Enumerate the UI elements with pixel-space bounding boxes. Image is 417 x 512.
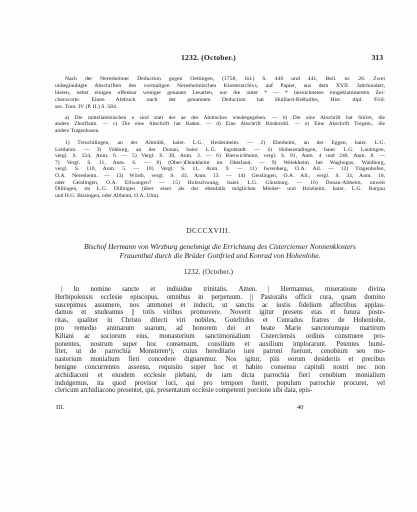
- place-notes: [55, 140, 385, 199]
- source-note-line: sec. Tom. IV (P. II.) S. 584.: [55, 104, 118, 110]
- charter-text-line: indulgemus, ita quod provisor loci, qui pro tempore fuerit, populum parrochie procuret, vel: [55, 379, 385, 387]
- footer-volume: III.: [56, 404, 64, 411]
- place-note-line: oder Geislingen, O.A. Ellwangen? — 15) Holzschwang, baier. L.G. Günzburg. — 16) Donau-Altheim, unweit: [55, 179, 385, 186]
- source-note-line: Nach der Neresheimer Deduction gegen Oettingen, (1758, fol.) S. 440 und 441, Beil. nr. 26. Zwei: [65, 76, 385, 82]
- charter-text-line: Herbipolensis ecclesie episcopus, omnibus in perpetuum. || Pastoralis officii cura, quam domino: [55, 293, 385, 301]
- source-note-line: unbeglaubigte Abschriften des vormaligen Neresheimischen Klosterarchivs, auf Papier, aus dem XVII. Jahrhundert,: [55, 83, 385, 89]
- charter-summary: [55, 242, 385, 260]
- charter-date: 1232. (October.): [183, 268, 234, 276]
- charter-summary-line: Bischof Hermann von Wirzburg genehmigt die Errichtung des Cistercienser Nonnenklosters: [84, 242, 356, 251]
- charter-text-line: benigne concurrentes assensu, requisito super hoc et habito consensu capituli nostri nec non: [55, 363, 385, 371]
- charter-text-line: ritas, qualiter in Christo dilecti viri nobiles, Gotefridus et Cunradus fratres de Hohenlohe,: [55, 317, 385, 325]
- place-note-line: 1) Treuchtlingen, an der Altmühl, baier. L.G. Heidenheim. — 2) Eberheim, an der Eggen, baier. L.G.: [65, 140, 385, 146]
- charter-number: DCCCXVIII.: [186, 227, 231, 235]
- variant-notes: [55, 115, 385, 134]
- charter-text-line: Kiliani ac sociorum eius, monasterium sanctimonialium Cisterciensis ordinis construere pro-: [55, 332, 385, 340]
- place-note-line: und H.G. Bissingen, oder Altheim, O.A. Ulm).: [55, 192, 160, 199]
- charter-text-line: suscepimus assumere, nos ammonet et inducit, ut sanctis ac iustis fidelium affectibus applau-: [55, 301, 385, 309]
- charter-text-line: | In nomine sancte et indiuidue trinitatis. Amen. | Hermannus, miseratione divina: [61, 286, 385, 293]
- charter-summary-line: Frauenthal durch die Brüder Gottfried und Konrad von Hohenlohe.: [119, 251, 321, 260]
- place-note-line: O.A. Neresheim. — 13) Wörth, vergl. S. 43, Anm. 13. — 14) Geislingen, O.A. Ail., vergl. S. 33, Anm. 10,: [55, 172, 385, 179]
- place-note-line: vergl. S. 110, Anm. 5. — 10) Vergl. S. 11, Anm. 9. — 11) Iwrenberg, O.A. Ail. — 12) Tragenhofen,: [55, 166, 385, 173]
- charter-text-line: pro remedio animarum suarum, ad honorem dei et beate Marie sanctorumque martirum: [55, 324, 385, 332]
- page-number: 313: [371, 53, 383, 62]
- charter-text-line: ponentes, nostrum super hoc consensum, consilium et auxilium implorarunt. Petentes humi-: [55, 340, 385, 348]
- place-note-line: 7) Vergl. S. 11, Anm. 6. — 8) (Ober-)Deiekheim im Oberland. — 9) Weiekheim bei Wagbogus, Waldburg,: [55, 159, 385, 166]
- source-note-line: bieten, nebst einigen offenbar weniger genauen Lesarten, nur die unter * — * bezeichneten eingeklammerten Zei-: [55, 90, 385, 96]
- running-head-date: 1232. (October.): [180, 53, 236, 62]
- source-note: [55, 76, 385, 111]
- charter-text-line: nasterium monialium fieri concedere dignaremur. Nos igitur, piis eorum desideriis et precibus: [55, 356, 385, 364]
- charter-text-line: archidiaconi et eiusdem ecclesie plebani, de iam dicta parrochia fieri cenobium monialium: [55, 371, 385, 379]
- place-note-line: Leitheim. — 3) Vohburg, an der Donau, baier. L.G. Ingolstadt. — 4) Hohenstadingen, baier. L.G. Lautingen,: [55, 146, 385, 153]
- variant-note-line: andere Tragenhusen.: [55, 127, 100, 134]
- footer-signature: 40: [297, 404, 304, 411]
- charter-text-line: liter, ut de parrochia Monsteren¹), cuius hereditario iure patroni fuerunt, cenobium seu mo-: [55, 348, 385, 356]
- variant-note-line: andere Zhorflaim. — c) Die eine Abschrift hat Baden. — d) Eine Abschrift Bindersdil. — e) Eine Abschrift Tregam., die: [55, 121, 385, 128]
- charter-text-line: damus et studeamus || totis viribus promovere. Noverit igitur presens etas et futura poste-: [55, 309, 385, 317]
- source-note-line: chenworte. Einen Abdruck nach der genannten Deduction hat Huillard-Bréholles, Hist. dipl. Frid.: [55, 97, 385, 103]
- charter-text: [55, 286, 385, 395]
- place-note-line: Dillingen, im L.G. Dillingen (über einer als der ebenfalls möglichen Minder- und Holzheim, baier. L.G. Burgau: [55, 186, 385, 193]
- variant-note-line: a) Die mittellateinischen e sind statt der ae des Abdruckes wiedergegeben. — b) Die eine Abschrift hat Stirim, die: [65, 115, 385, 121]
- charter-text-line: clericum archidiacono presentet, qui, presentatum ecclesie competenti porcione sibi data, epis-: [55, 387, 313, 395]
- place-note-line: vergl. S. 124, Anm. 6. — 5) Vergl. S. 38, Anm. 2. — 6) Bieswichheim, vergl. S. 81, Anm. 4 und 246. Anm. 8. —: [55, 153, 385, 160]
